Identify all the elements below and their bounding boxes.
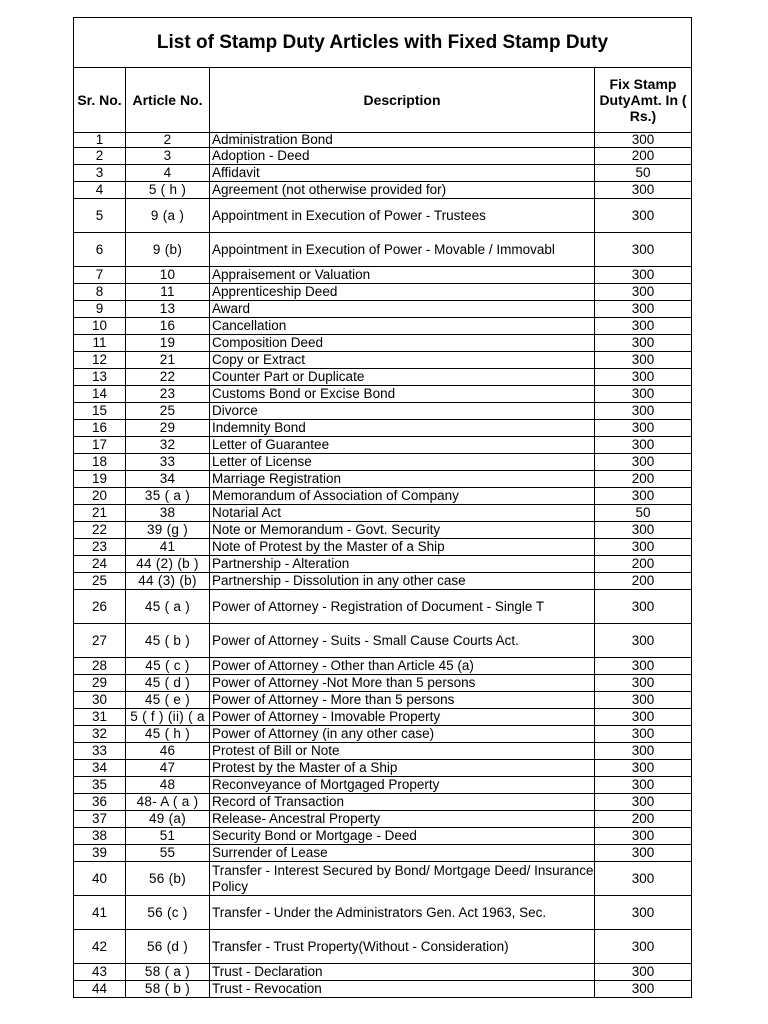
table-row bbox=[74, 420, 692, 437]
row-article-no: 32 bbox=[126, 437, 210, 454]
row-amount: 300 bbox=[595, 284, 692, 301]
row-amount: 300 bbox=[595, 794, 692, 811]
table-row bbox=[74, 301, 692, 318]
row-description: Protest by the Master of a Ship bbox=[210, 760, 595, 777]
page-title: List of Stamp Duty Articles with Fixed Stamp Duty bbox=[74, 18, 692, 68]
row-sr-no: 28 bbox=[74, 658, 126, 675]
row-description: Award bbox=[210, 301, 595, 318]
row-amount: 300 bbox=[595, 133, 692, 148]
row-description: Note or Memorandum - Govt. Security bbox=[210, 522, 595, 539]
row-amount: 300 bbox=[595, 743, 692, 760]
row-sr-no: 37 bbox=[74, 811, 126, 828]
row-article-no: 22 bbox=[126, 369, 210, 386]
row-article-no: 45 ( b ) bbox=[126, 624, 210, 658]
row-amount: 200 bbox=[595, 811, 692, 828]
row-description: Affidavit bbox=[210, 165, 595, 182]
row-amount: 300 bbox=[595, 777, 692, 794]
row-sr-no: 35 bbox=[74, 777, 126, 794]
row-description: Letter of Guarantee bbox=[210, 437, 595, 454]
row-amount: 200 bbox=[595, 573, 692, 590]
row-amount: 300 bbox=[595, 267, 692, 284]
row-article-no: 48 bbox=[126, 777, 210, 794]
row-article-no: 46 bbox=[126, 743, 210, 760]
row-sr-no: 36 bbox=[74, 794, 126, 811]
table-row bbox=[74, 335, 692, 352]
table-row bbox=[74, 777, 692, 794]
row-description: Power of Attorney (in any other case) bbox=[210, 726, 595, 743]
row-description: Apprenticeship Deed bbox=[210, 284, 595, 301]
row-sr-no: 39 bbox=[74, 845, 126, 862]
row-sr-no: 41 bbox=[74, 896, 126, 930]
table-row bbox=[74, 505, 692, 522]
table-row bbox=[74, 862, 692, 896]
table-row bbox=[74, 522, 692, 539]
row-sr-no: 9 bbox=[74, 301, 126, 318]
row-description: Adoption - Deed bbox=[210, 148, 595, 165]
row-sr-no: 19 bbox=[74, 471, 126, 488]
table-row bbox=[74, 352, 692, 369]
table-row bbox=[74, 318, 692, 335]
row-sr-no: 8 bbox=[74, 284, 126, 301]
row-amount: 300 bbox=[595, 896, 692, 930]
row-article-no: 33 bbox=[126, 454, 210, 471]
row-description: Cancellation bbox=[210, 318, 595, 335]
row-description: Letter of License bbox=[210, 454, 595, 471]
row-article-no: 45 ( h ) bbox=[126, 726, 210, 743]
table-row bbox=[74, 403, 692, 420]
row-amount: 300 bbox=[595, 437, 692, 454]
row-sr-no: 44 bbox=[74, 981, 126, 998]
row-description: Indemnity Bond bbox=[210, 420, 595, 437]
row-article-no: 55 bbox=[126, 845, 210, 862]
row-description: Record of Transaction bbox=[210, 794, 595, 811]
table-row bbox=[74, 369, 692, 386]
row-description: Security Bond or Mortgage - Deed bbox=[210, 828, 595, 845]
row-amount: 300 bbox=[595, 301, 692, 318]
row-description: Protest of Bill or Note bbox=[210, 743, 595, 760]
row-sr-no: 40 bbox=[74, 862, 126, 896]
row-article-no: 9 (b) bbox=[126, 233, 210, 267]
row-article-no: 3 bbox=[126, 148, 210, 165]
table-row bbox=[74, 488, 692, 505]
row-article-no: 48- A ( a ) bbox=[126, 794, 210, 811]
row-description: Appointment in Execution of Power - Movable / Immovabl bbox=[210, 233, 595, 267]
row-sr-no: 7 bbox=[74, 267, 126, 284]
row-amount: 50 bbox=[595, 505, 692, 522]
row-amount: 50 bbox=[595, 165, 692, 182]
row-amount: 300 bbox=[595, 335, 692, 352]
row-sr-no: 25 bbox=[74, 573, 126, 590]
row-article-no: 2 bbox=[126, 133, 210, 148]
row-description: Agreement (not otherwise provided for) bbox=[210, 182, 595, 199]
table-row bbox=[74, 811, 692, 828]
row-sr-no: 12 bbox=[74, 352, 126, 369]
row-amount: 300 bbox=[595, 403, 692, 420]
row-sr-no: 4 bbox=[74, 182, 126, 199]
row-sr-no: 13 bbox=[74, 369, 126, 386]
row-amount: 200 bbox=[595, 471, 692, 488]
row-article-no: 47 bbox=[126, 760, 210, 777]
row-sr-no: 20 bbox=[74, 488, 126, 505]
row-description: Composition Deed bbox=[210, 335, 595, 352]
table-row bbox=[74, 709, 692, 726]
row-sr-no: 21 bbox=[74, 505, 126, 522]
row-amount: 300 bbox=[595, 675, 692, 692]
row-article-no: 51 bbox=[126, 828, 210, 845]
row-amount: 300 bbox=[595, 964, 692, 981]
row-sr-no: 22 bbox=[74, 522, 126, 539]
row-amount: 300 bbox=[595, 624, 692, 658]
row-sr-no: 1 bbox=[74, 133, 126, 148]
row-description: Power of Attorney -Not More than 5 persons bbox=[210, 675, 595, 692]
row-sr-no: 33 bbox=[74, 743, 126, 760]
table-row bbox=[74, 148, 692, 165]
row-sr-no: 16 bbox=[74, 420, 126, 437]
row-article-no: 4 bbox=[126, 165, 210, 182]
table-row bbox=[74, 556, 692, 573]
row-description: Appraisement or Valuation bbox=[210, 267, 595, 284]
row-sr-no: 10 bbox=[74, 318, 126, 335]
row-amount: 300 bbox=[595, 709, 692, 726]
row-article-no: 38 bbox=[126, 505, 210, 522]
row-description: Reconveyance of Mortgaged Property bbox=[210, 777, 595, 794]
row-amount: 300 bbox=[595, 233, 692, 267]
header-article-no: Article No. bbox=[126, 68, 210, 133]
row-article-no: 11 bbox=[126, 284, 210, 301]
table-row bbox=[74, 386, 692, 403]
row-description: Surrender of Lease bbox=[210, 845, 595, 862]
row-description: Transfer - Interest Secured by Bond/ Mortgage Deed/ Insurance Policy bbox=[210, 862, 595, 896]
row-amount: 300 bbox=[595, 488, 692, 505]
table-row bbox=[74, 590, 692, 624]
row-amount: 300 bbox=[595, 539, 692, 556]
table-row bbox=[74, 182, 692, 199]
row-sr-no: 34 bbox=[74, 760, 126, 777]
row-description: Appointment in Execution of Power - Trustees bbox=[210, 199, 595, 233]
row-amount: 300 bbox=[595, 454, 692, 471]
table-row bbox=[74, 845, 692, 862]
row-description: Divorce bbox=[210, 403, 595, 420]
table-row bbox=[74, 896, 692, 930]
table-row bbox=[74, 267, 692, 284]
title-row bbox=[74, 18, 692, 68]
row-description: Counter Part or Duplicate bbox=[210, 369, 595, 386]
table-row bbox=[74, 624, 692, 658]
row-article-no: 44 (2) (b ) bbox=[126, 556, 210, 573]
row-description: Memorandum of Association of Company bbox=[210, 488, 595, 505]
row-sr-no: 5 bbox=[74, 199, 126, 233]
row-sr-no: 42 bbox=[74, 930, 126, 964]
table-row bbox=[74, 964, 692, 981]
row-amount: 300 bbox=[595, 182, 692, 199]
row-description: Power of Attorney - Other than Article 45 (a) bbox=[210, 658, 595, 675]
row-sr-no: 2 bbox=[74, 148, 126, 165]
row-amount: 300 bbox=[595, 352, 692, 369]
header-row bbox=[74, 68, 692, 133]
table-row bbox=[74, 726, 692, 743]
row-amount: 300 bbox=[595, 658, 692, 675]
row-article-no: 49 (a) bbox=[126, 811, 210, 828]
header-sr-no: Sr. No. bbox=[74, 68, 126, 133]
row-article-no: 45 ( e ) bbox=[126, 692, 210, 709]
row-sr-no: 17 bbox=[74, 437, 126, 454]
row-description: Power of Attorney - Suits - Small Cause Courts Act. bbox=[210, 624, 595, 658]
row-amount: 300 bbox=[595, 828, 692, 845]
row-description: Transfer - Under the Administrators Gen. Act 1963, Sec. bbox=[210, 896, 595, 930]
row-description: Release- Ancestral Property bbox=[210, 811, 595, 828]
row-amount: 300 bbox=[595, 386, 692, 403]
row-sr-no: 18 bbox=[74, 454, 126, 471]
table-row bbox=[74, 199, 692, 233]
table-row bbox=[74, 743, 692, 760]
table-row bbox=[74, 794, 692, 811]
row-sr-no: 32 bbox=[74, 726, 126, 743]
row-sr-no: 43 bbox=[74, 964, 126, 981]
table-row bbox=[74, 471, 692, 488]
row-description: Power of Attorney - Imovable Property bbox=[210, 709, 595, 726]
row-description: Marriage Registration bbox=[210, 471, 595, 488]
table-row bbox=[74, 760, 692, 777]
row-article-no: 56 (d ) bbox=[126, 930, 210, 964]
row-amount: 300 bbox=[595, 522, 692, 539]
row-description: Administration Bond bbox=[210, 133, 595, 148]
row-amount: 300 bbox=[595, 981, 692, 998]
header-amount: Fix Stamp DutyAmt. In ( Rs.) bbox=[595, 68, 692, 133]
row-article-no: 45 ( a ) bbox=[126, 590, 210, 624]
row-description: Power of Attorney - More than 5 persons bbox=[210, 692, 595, 709]
row-amount: 300 bbox=[595, 590, 692, 624]
row-article-no: 44 (3) (b) bbox=[126, 573, 210, 590]
row-article-no: 56 (c ) bbox=[126, 896, 210, 930]
row-article-no: 34 bbox=[126, 471, 210, 488]
row-sr-no: 26 bbox=[74, 590, 126, 624]
row-article-no: 21 bbox=[126, 352, 210, 369]
row-amount: 200 bbox=[595, 556, 692, 573]
table-row bbox=[74, 284, 692, 301]
row-article-no: 39 (g ) bbox=[126, 522, 210, 539]
row-description: Partnership - Alteration bbox=[210, 556, 595, 573]
row-sr-no: 38 bbox=[74, 828, 126, 845]
row-description: Note of Protest by the Master of a Ship bbox=[210, 539, 595, 556]
row-amount: 300 bbox=[595, 760, 692, 777]
row-article-no: 25 bbox=[126, 403, 210, 420]
table-row bbox=[74, 233, 692, 267]
row-article-no: 58 ( b ) bbox=[126, 981, 210, 998]
table-row bbox=[74, 981, 692, 998]
row-description: Power of Attorney - Registration of Document - Single T bbox=[210, 590, 595, 624]
row-amount: 300 bbox=[595, 199, 692, 233]
table-row bbox=[74, 437, 692, 454]
row-article-no: 35 ( a ) bbox=[126, 488, 210, 505]
row-article-no: 23 bbox=[126, 386, 210, 403]
table-row bbox=[74, 165, 692, 182]
row-article-no: 19 bbox=[126, 335, 210, 352]
row-amount: 300 bbox=[595, 726, 692, 743]
row-description: Customs Bond or Excise Bond bbox=[210, 386, 595, 403]
row-description: Trust - Revocation bbox=[210, 981, 595, 998]
table-row bbox=[74, 658, 692, 675]
row-description: Partnership - Dissolution in any other case bbox=[210, 573, 595, 590]
table-row bbox=[74, 539, 692, 556]
row-article-no: 5 ( h ) bbox=[126, 182, 210, 199]
row-description: Transfer - Trust Property(Without - Consideration) bbox=[210, 930, 595, 964]
row-article-no: 5 ( f ) (ii) ( a bbox=[126, 709, 210, 726]
row-amount: 300 bbox=[595, 692, 692, 709]
table-row bbox=[74, 675, 692, 692]
row-amount: 300 bbox=[595, 420, 692, 437]
row-article-no: 16 bbox=[126, 318, 210, 335]
stamp-duty-table bbox=[73, 17, 692, 998]
row-article-no: 29 bbox=[126, 420, 210, 437]
table-row bbox=[74, 930, 692, 964]
header-description: Description bbox=[210, 68, 595, 133]
row-amount: 300 bbox=[595, 369, 692, 386]
table-row bbox=[74, 133, 692, 148]
row-sr-no: 3 bbox=[74, 165, 126, 182]
row-sr-no: 15 bbox=[74, 403, 126, 420]
row-article-no: 13 bbox=[126, 301, 210, 318]
row-article-no: 45 ( c ) bbox=[126, 658, 210, 675]
row-sr-no: 29 bbox=[74, 675, 126, 692]
row-article-no: 45 ( d ) bbox=[126, 675, 210, 692]
row-sr-no: 6 bbox=[74, 233, 126, 267]
row-amount: 300 bbox=[595, 318, 692, 335]
row-sr-no: 24 bbox=[74, 556, 126, 573]
table-row bbox=[74, 692, 692, 709]
row-sr-no: 31 bbox=[74, 709, 126, 726]
row-sr-no: 11 bbox=[74, 335, 126, 352]
row-amount: 300 bbox=[595, 845, 692, 862]
row-description: Copy or Extract bbox=[210, 352, 595, 369]
row-article-no: 41 bbox=[126, 539, 210, 556]
row-article-no: 56 (b) bbox=[126, 862, 210, 896]
row-article-no: 58 ( a ) bbox=[126, 964, 210, 981]
row-sr-no: 14 bbox=[74, 386, 126, 403]
row-article-no: 9 (a ) bbox=[126, 199, 210, 233]
table-row bbox=[74, 573, 692, 590]
row-amount: 300 bbox=[595, 862, 692, 896]
row-sr-no: 27 bbox=[74, 624, 126, 658]
table-row bbox=[74, 828, 692, 845]
row-description: Notarial Act bbox=[210, 505, 595, 522]
row-article-no: 10 bbox=[126, 267, 210, 284]
row-amount: 200 bbox=[595, 148, 692, 165]
row-amount: 300 bbox=[595, 930, 692, 964]
row-sr-no: 23 bbox=[74, 539, 126, 556]
table-row bbox=[74, 454, 692, 471]
row-sr-no: 30 bbox=[74, 692, 126, 709]
row-description: Trust - Declaration bbox=[210, 964, 595, 981]
